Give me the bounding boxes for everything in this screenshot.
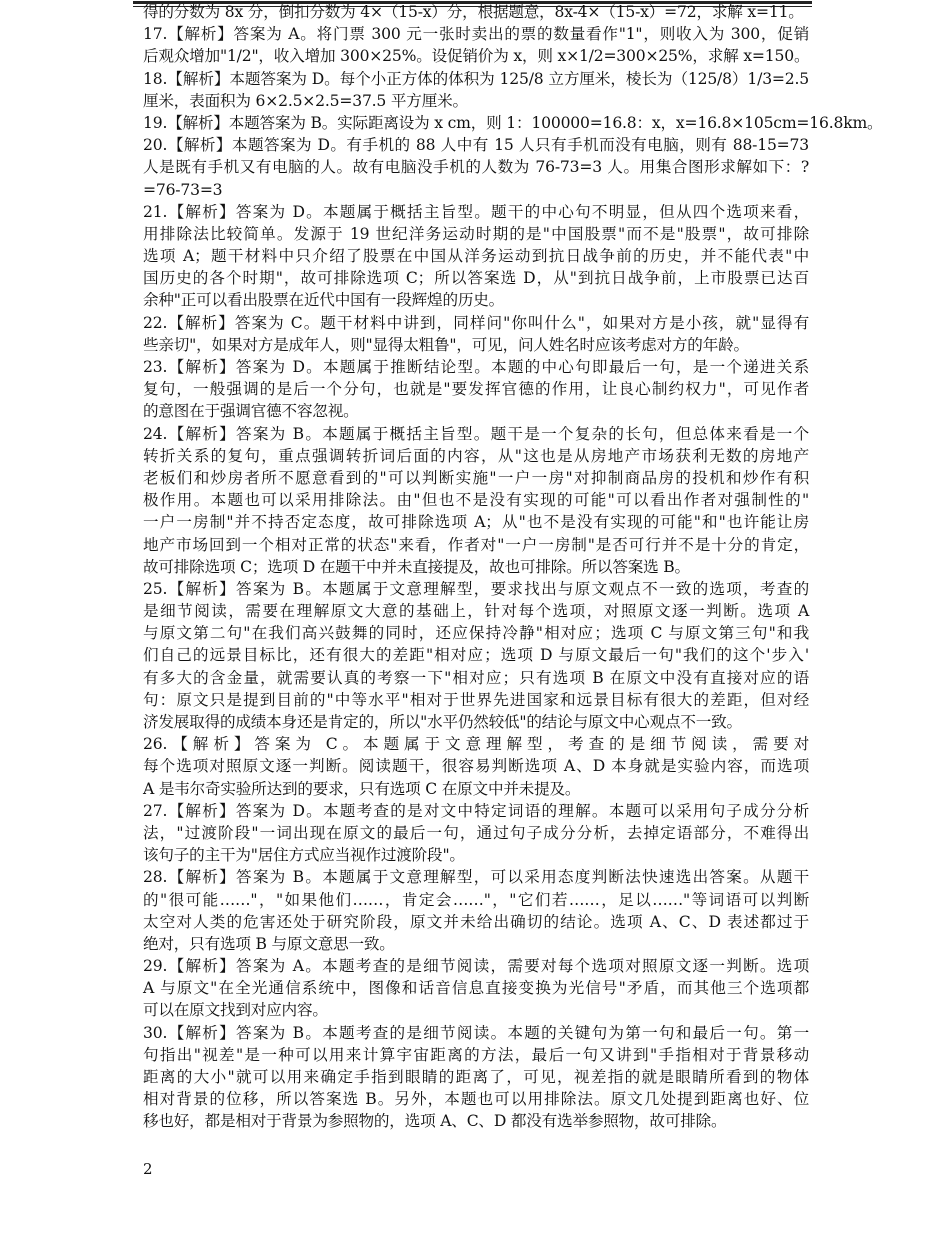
text-line: 绝对，只有选项 B 与原文意思一致。 [143, 934, 395, 953]
text-line: 复句，一般强调的是后一个分句，也就是"要发挥官德的作用，让良心制约权力"，可见作者 [143, 380, 809, 399]
text-line: 移也好，都是相对于背景为参照物的，选项 A、C、D 都没有选举参照物，故可排除。 [143, 1112, 727, 1131]
text-line: 29.【解析】答案为 A。本题考查的是细节阅读，需要对每个选项对照原文逐一判断。选项 [143, 957, 809, 976]
text-line: 余种"正可以看出股票在近代中国有一段辉煌的历史。 [143, 291, 505, 310]
text-line: 选项 A；题干材料中只介绍了股票在中国从洋务运动到抗日战争前的历史，并不能代表"中 [143, 247, 809, 266]
text-line: A 是韦尔奇实验所达到的要求，只有选项 C 在原文中并未提及。 [143, 779, 581, 798]
text-line: 21.【解析】答案为 D。本题属于概括主旨型。题干的中心句不明显，但从四个选项来看， [143, 202, 809, 221]
answer-paragraph [143, 201, 809, 312]
text-line: 们自己的远景目标比，还有很大的差距"相对应；选项 D 与原文最后一句"我们的这个'步入' [143, 646, 809, 665]
text-line: 19.【解析】本题答案为 B。实际距离设为 x cm，则 1：100000=16.8：x，x=16.8×105cm=16.8km。 [143, 113, 883, 132]
text-line: 句：原文只是提到目前的"中等水平"相对于世界先进国家和远景目标有很大的差距，但对经 [143, 690, 809, 709]
text-line: 后观众增加"1/2"，收入增加 300×25%。设促销价为 x，则 x×1/2=300×25%，求解 x=150。 [143, 47, 810, 66]
text-line: 厘米，表面积为 6×2.5×2.5=37.5 平方厘米。 [143, 91, 468, 110]
answer-paragraph [143, 112, 883, 134]
text-line: 24.【解析】答案为 B。本题属于概括主旨型。题干是一个复杂的长句，但总体来看是一个 [143, 424, 809, 443]
text-line: 23.【解析】答案为 D。本题属于推断结论型。本题的中心句即最后一句，是一个递进关系 [143, 358, 809, 376]
text-line: 可以在原文找到对应内容。 [143, 1001, 328, 1020]
answer-paragraph [143, 423, 809, 578]
text-line: 距离的大小"就可以用来确定手指到眼睛的距离了，可见，视差指的就是眼睛所看到的物体 [143, 1068, 809, 1086]
text-line: 20.【解析】本题答案为 D。有手机的 88 人中有 15 人只有手机而没有电脑，则有 88-15=73 [143, 136, 809, 155]
text-line: 有多大的含金量，就需要认真的考察一下"相对应；只有选项 B 在原文中没有直接对应的语 [143, 668, 809, 687]
document-body [143, 1, 883, 1133]
answer-paragraph [143, 578, 809, 733]
text-line: 极作用。本题也可以采用排除法。由"但也不是没有实现的可能"可以看出作者对强制性的" [143, 491, 809, 510]
answer-paragraph [143, 866, 809, 955]
text-line: A 与原文"在全光通信系统中，图像和话音信息直接变换为光信号"矛盾，而其他三个选项都 [143, 979, 809, 998]
text-line: 的意图在于强调官德不容忽视。 [143, 402, 359, 421]
answer-paragraph [143, 1022, 809, 1133]
text-line: 转折关系的复句，重点强调转折词后面的内容，从"这也是从房地产市场获利无数的房地产 [143, 446, 809, 465]
text-line: 26.【解析】答案为 C。本题属于文意理解型，考查的是细节阅读，需要对 [143, 735, 809, 754]
text-line: 是细节阅读，需要在理解原文大意的基础上，针对每个选项，对照原文逐一判断。选项 A [143, 602, 809, 621]
text-line: 28.【解析】答案为 B。本题属于文意理解型，可以采用态度判断法快速选出答案。从题干 [143, 868, 809, 887]
text-line: 27.【解析】答案为 D。本题考查的是对文中特定词语的理解。本题可以采用句子成分分析 [143, 801, 809, 820]
text-line: 22.【解析】答案为 C。题干材料中讲到，同样问"你叫什么"，如果对方是小孩，就"显得有 [143, 313, 809, 332]
answer-paragraph [143, 312, 809, 356]
text-line: 一户一房制"并不持否定态度，故可排除选项 A；从"也不是没有实现的可能"和"也许能让房 [143, 513, 809, 532]
text-line: 每个选项对照原文逐一判断。阅读题干，很容易判断选项 A、D 本身就是实验内容，而选项 [143, 757, 809, 776]
page-number: 2 [143, 1160, 153, 1178]
text-line: 得的分数为 8x 分，倒扣分数为 4×（15-x）分，根据题意，8x-4×（15-x）=72，求解 x=11。 [143, 3, 804, 21]
text-line: 相对背景的位移，所以答案选 B。另外，本题也可以用排除法。原文几处提到距离也好、位 [143, 1090, 809, 1109]
text-line: 17.【解析】答案为 A。将门票 300 元一张时卖出的票的数量看作"1"，则收入为 300，促销 [143, 25, 809, 44]
text-line: 太空对人类的危害还处于研究阶段，原文并未给出确切的结论。选项 A、C、D 表述都过于 [143, 912, 809, 931]
answer-paragraph [143, 955, 809, 1022]
text-line: 与原文第二句"在我们高兴鼓舞的同时，还应保持冷静"相对应；选项 C 与原文第三句"和我 [143, 624, 809, 643]
answer-paragraph [143, 800, 809, 867]
answer-paragraph [143, 356, 809, 423]
text-line: 的"很可能……"，"如果他们……，肯定会……"，"它们若……，足以……"等词语可以判断 [143, 890, 809, 909]
answer-paragraph [143, 134, 809, 201]
text-line: 些亲切"，如果对方是成年人，则"显得太粗鲁"，可见，问人姓名时应该考虑对方的年龄。 [143, 335, 749, 354]
text-line: 25.【解析】答案为 B。本题属于文意理解型，要求找出与原文观点不一致的选项，考查的 [143, 579, 809, 598]
text-line: 法，"过渡阶段"一词出现在原文的最后一句，通过句子成分分析，去掉定语部分，不难得出 [143, 823, 809, 842]
answer-paragraph [143, 733, 809, 800]
text-line: 老板们和炒房者所不愿意看到的"可以判断实施"一户一房"对抑制商品房的投机和炒作有积 [143, 468, 809, 487]
text-line: 该句子的主干为"居住方式应当视作过渡阶段"。 [143, 846, 465, 865]
text-line: 国历史的各个时期"，故可排除选项 C；所以答案选 D，从"到抗日战争前，上市股票已达百 [143, 269, 809, 288]
answer-paragraph [143, 23, 809, 67]
text-line: 用排除法比较简单。发源于 19 世纪洋务运动时期的是"中国股票"而不是"股票"，故可排除 [143, 224, 809, 243]
text-line: 句指出"视差"是一种可以用来计算宇宙距离的方法，最后一句又讲到"手指相对于背景移动 [143, 1045, 809, 1064]
text-line: 地产市场回到一个相对正常的状态"来看，作者对"一户一房制"是否可行并不是十分的肯定， [143, 535, 809, 554]
text-line: 18.【解析】本题答案为 D。每个小正方体的体积为 125/8 立方厘米，棱长为（125/8）1/3=2.5 [143, 69, 809, 88]
text-line: 人是既有手机又有电脑的人。故有电脑没手机的人数为 76-73=3 人。用集合图形求解如下：? [143, 158, 809, 177]
answer-paragraph [143, 1, 809, 23]
text-line: 30.【解析】答案为 B。本题考查的是细节阅读。本题的关键句为第一句和最后一句。第一 [143, 1023, 809, 1042]
answer-paragraph [143, 68, 809, 112]
text-line: 济发展取得的成绩本身还是肯定的，所以"水平仍然较低"的结论与原文中心观点不一致。 [143, 713, 742, 731]
text-line: 故可排除选项 C；选项 D 在题干中并未直接提及，故也可排除。所以答案选 B。 [143, 557, 690, 576]
text-line: =76-73=3 [143, 180, 223, 199]
